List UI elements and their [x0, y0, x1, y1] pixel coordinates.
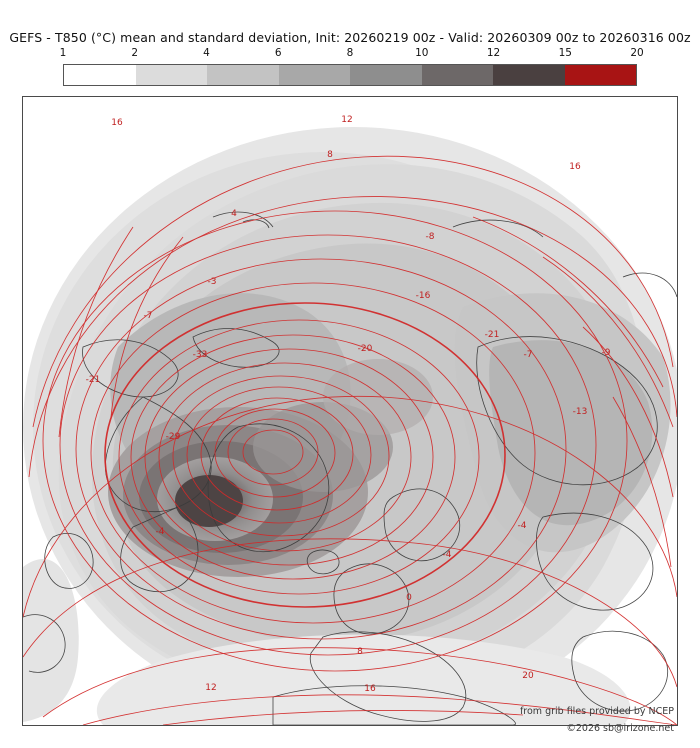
colorbar	[59, 47, 644, 86]
colorbar-swatch	[64, 65, 136, 85]
std-dev-shading	[23, 127, 677, 725]
colorbar-tick-labels	[59, 47, 644, 61]
colorbar-swatch	[207, 65, 279, 85]
contour-label: 12	[341, 115, 353, 125]
contour-label: 16	[364, 684, 376, 694]
colorbar-swatch	[350, 65, 422, 85]
contour-label: 16	[111, 118, 123, 128]
contour-label: -4	[517, 521, 527, 531]
contour-label: -21	[85, 375, 101, 385]
map-plot	[23, 97, 677, 725]
colorbar-tick-label: 20	[630, 47, 644, 59]
contour-label: -29	[165, 432, 181, 442]
contour-label: -7	[143, 311, 153, 321]
contour-label: -3	[207, 277, 217, 287]
map-panel	[22, 96, 678, 726]
colorbar-tick-label: 6	[274, 47, 282, 59]
contour-label: 8	[327, 150, 333, 160]
contour-label: -21	[484, 330, 500, 340]
contour-label: -8	[425, 232, 435, 242]
contour-label: -33	[192, 350, 208, 360]
contour-label: -7	[523, 350, 533, 360]
colorbar-swatch	[136, 65, 208, 85]
colorbar-tick-label: 8	[346, 47, 354, 59]
contour-label: 16	[569, 162, 581, 172]
colorbar-swatch	[279, 65, 351, 85]
colorbar-tick-label: 10	[415, 47, 429, 59]
colorbar-tick-label: 1	[59, 47, 67, 59]
colorbar-tick-label: 2	[131, 47, 139, 59]
contour-label: -4	[155, 527, 165, 537]
contour-label: 4	[231, 209, 237, 219]
colorbar-tick-label: 15	[558, 47, 572, 59]
copyright-credit: ©2026 sb@irizone.net	[566, 723, 674, 734]
contour-label: 0	[406, 593, 412, 603]
data-source-credit: from grib files provided by NCEP	[519, 706, 674, 717]
contour-label: 12	[205, 683, 217, 693]
colorbar-swatch	[422, 65, 494, 85]
colorbar-swatch	[493, 65, 565, 85]
contour-label: -20	[357, 344, 373, 354]
contour-label: 8	[357, 647, 363, 657]
contour-label: -13	[572, 407, 588, 417]
colorbar-tick-label: 12	[486, 47, 501, 59]
contour-label: -4	[442, 550, 452, 560]
page-title: GEFS - T850 (°C) mean and standard deviation, Init: 20260219 00z - Valid: 20260309 00z to 20260316 00z	[9, 30, 691, 45]
colorbar-swatch	[565, 65, 637, 85]
contour-label: -16	[415, 291, 431, 301]
colorbar-tick-label: 4	[203, 47, 210, 59]
contour-label: -9	[601, 348, 611, 358]
contour-label: 20	[522, 671, 534, 681]
colorbar-gradient	[63, 64, 637, 86]
